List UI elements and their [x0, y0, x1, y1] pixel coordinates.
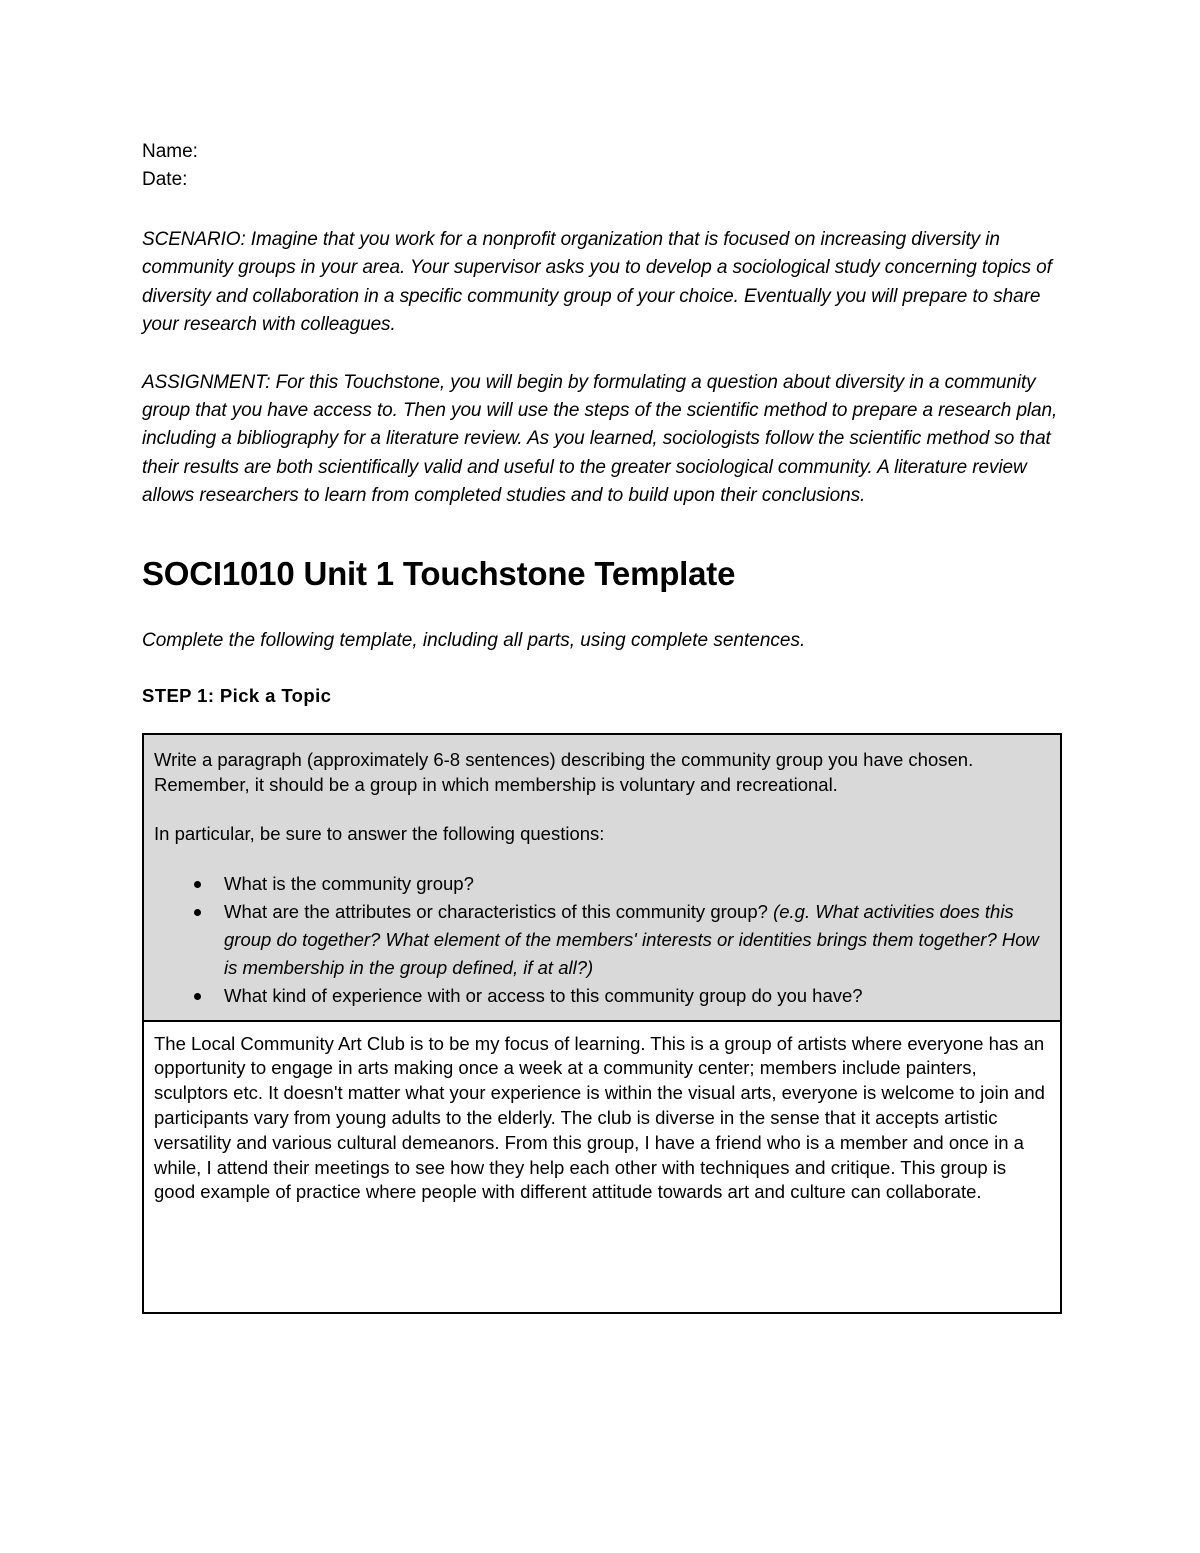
prompt-intro: Write a paragraph (approximately 6-8 sentences) describing the community group you have chosen. Remember, it should be a group in which membership is voluntary and recreational. [154, 748, 974, 795]
name-label: Name: [142, 141, 198, 162]
step1-heading: STEP 1: Pick a Topic [142, 684, 332, 706]
question-list [154, 870, 1050, 1010]
answer-text: The Local Community Art Club is to be my focus of learning. This is a group of artists where everyone has an opportunity to engage in arts making once a week at a community center; members include painters, sculptors etc. It doesn't matter what your experience is within the visual arts, everyone is welcome to join and participants vary from young adults to the elderly. The club is diverse in the sense that it accepts artistic versatility and various cultural demeanors. From this group, I have a friend who is a member and once in a while, I attend their meetings to see how they help each other with techniques and critique. This group is good example of practice where people with different attitude towards art and culture can collaborate. [154, 1032, 1045, 1203]
step1-table [142, 733, 1062, 1314]
document-page [142, 138, 1062, 1314]
question-text: What are the attributes or characteristics of this community group? [224, 900, 774, 922]
bullet-icon [194, 881, 201, 888]
instruction-text: Complete the following template, including all parts, using complete sentences. [142, 629, 806, 651]
question-text: What kind of experience with or access to this community group do you have? [224, 984, 863, 1006]
step1-prompt-cell [144, 735, 1060, 1022]
bullet-icon [194, 993, 201, 1000]
bullet-icon [194, 909, 201, 916]
scenario-paragraph: SCENARIO: Imagine that you work for a nonprofit organization that is focused on increasing diversity in community groups in your area. Your supervisor asks you to develop a sociological study concerning topics of diversity and collaboration in a specific community group of your choice. Eventually you will prepare to share your research with colleagues. [142, 229, 1052, 336]
question-note: (e.g. What activities does this group do together? What element of the members' interests or identities brings them together? How is membership in the group defined, if at all?) [224, 900, 1039, 978]
step1-answer-cell[interactable] [144, 1022, 1060, 1312]
list-item [154, 982, 1050, 1010]
list-item [154, 898, 1050, 982]
question-text: What is the community group? [224, 872, 474, 894]
assignment-paragraph: ASSIGNMENT: For this Touchstone, you will begin by formulating a question about diversity in a community group that you have access to. Then you will use the steps of the scientific method to prepare a research plan, including a bibliography for a literature review. As you learned, sociologists follow the scientific method so that their results are both scientifically valid and useful to the greater sociological community. A literature review allows researchers to learn from completed studies and to build upon their conclusions. [142, 371, 1058, 507]
list-item [154, 870, 1050, 898]
date-label: Date: [142, 169, 188, 190]
document-title: SOCI1010 Unit 1 Touchstone Template [142, 554, 736, 592]
prompt-particular: In particular, be sure to answer the following questions: [154, 822, 605, 844]
